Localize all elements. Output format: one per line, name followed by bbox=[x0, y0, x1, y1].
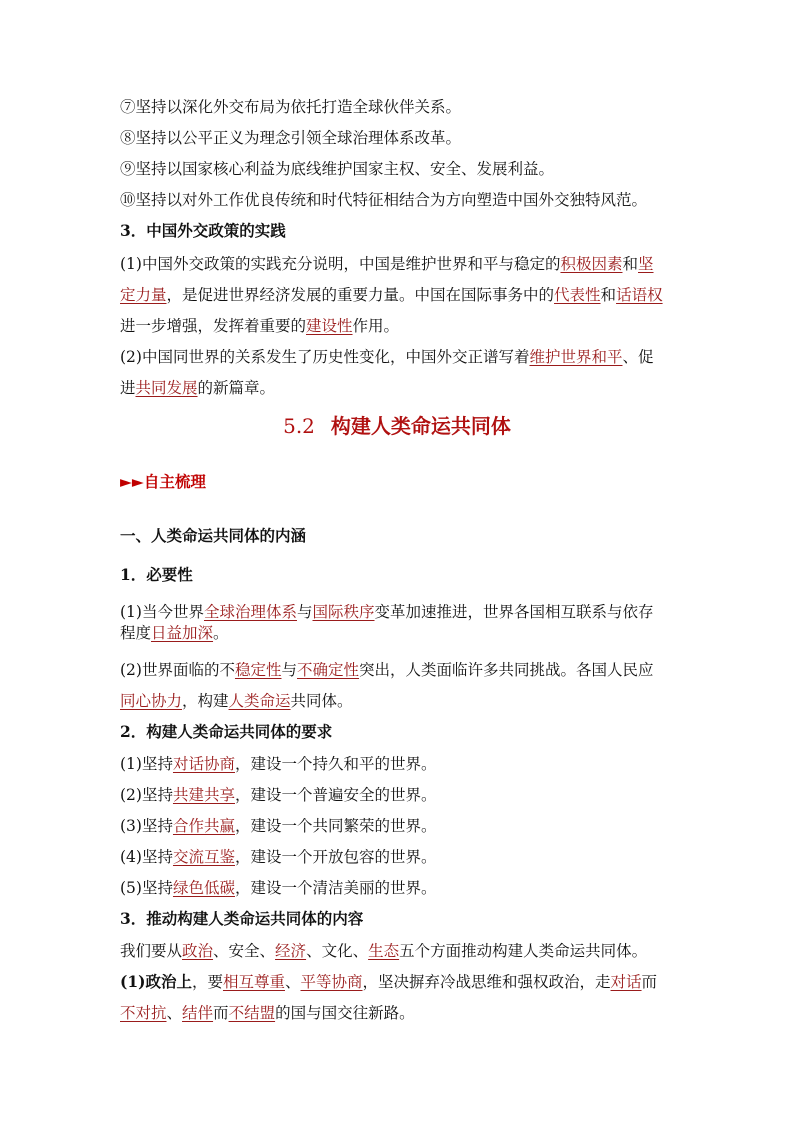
section-title: 5.2 构建人类命运共同体 bbox=[283, 414, 511, 438]
principle-7: ⑦坚持以深化外交布局为依托打造全球伙伴关系。 bbox=[120, 98, 462, 116]
necessity-2-line2: 同心协力，构建人类命运共同体。 bbox=[120, 692, 353, 710]
necessity-1-line2: 程度日益加深。 bbox=[120, 624, 229, 642]
practice-p1-line3: 进一步增强，发挥着重要的建设性作用。 bbox=[120, 317, 400, 335]
part1-heading: 一、人类命运共同体的内涵 bbox=[120, 526, 307, 545]
practice-heading: 3．中国外交政策的实践 bbox=[120, 221, 286, 240]
necessity-heading: 1．必要性 bbox=[120, 565, 193, 584]
practice-p1-line2: 定力量，是促进世界经济发展的重要力量。中国在国际事务中的代表性和话语权 bbox=[120, 286, 663, 304]
requirements-heading: 2．构建人类命运共同体的要求 bbox=[120, 722, 333, 741]
principle-9: ⑨坚持以国家核心利益为底线维护国家主权、安全、发展利益。 bbox=[120, 160, 555, 178]
principle-8: ⑧坚持以公平正义为理念引领全球治理体系改革。 bbox=[120, 129, 462, 147]
requirement-item: (3)坚持合作共赢，建设一个共同繁荣的世界。 bbox=[120, 817, 437, 835]
content-heading: 3．推动构建人类命运共同体的内容 bbox=[120, 909, 364, 928]
practice-p2-line1: (2)中国同世界的关系发生了历史性变化，中国外交正谱写着维护世界和平、促 bbox=[120, 348, 654, 366]
requirement-item: (5)坚持绿色低碳，建设一个清洁美丽的世界。 bbox=[120, 879, 437, 897]
requirement-item: (2)坚持共建共享，建设一个普遍安全的世界。 bbox=[120, 786, 437, 804]
content-politics-line1: (1)政治上，要相互尊重、平等协商，坚决摒弃冷战思维和强权政治，走对话而 bbox=[120, 972, 658, 991]
necessity-1-line1: (1)当今世界全球治理体系与国际秩序变革加速推进，世界各国相互联系与依存 bbox=[120, 603, 654, 621]
requirement-item: (4)坚持交流互鉴，建设一个开放包容的世界。 bbox=[120, 848, 437, 866]
requirement-item: (1)坚持对话协商，建设一个持久和平的世界。 bbox=[120, 755, 437, 773]
necessity-2-line1: (2)世界面临的不稳定性与不确定性突出，人类面临许多共同挑战。各国人民应 bbox=[120, 661, 654, 679]
principle-10: ⑩坚持以对外工作优良传统和时代特征相结合为方向塑造中国外交独特风范。 bbox=[120, 191, 648, 209]
practice-p2-line2: 进共同发展的新篇章。 bbox=[120, 379, 276, 397]
content-line1: 我们要从政治、安全、经济、文化、生态五个方面推动构建人类命运共同体。 bbox=[120, 942, 648, 960]
practice-p1-line1: (1)中国外交政策的实践充分说明，中国是维护世界和平与稳定的积极因素和坚 bbox=[120, 255, 654, 273]
content-politics-line2: 不对抗、结伴而不结盟的国与国交往新路。 bbox=[120, 1004, 415, 1022]
self-review-label: ►►自主梳理 bbox=[120, 472, 206, 491]
